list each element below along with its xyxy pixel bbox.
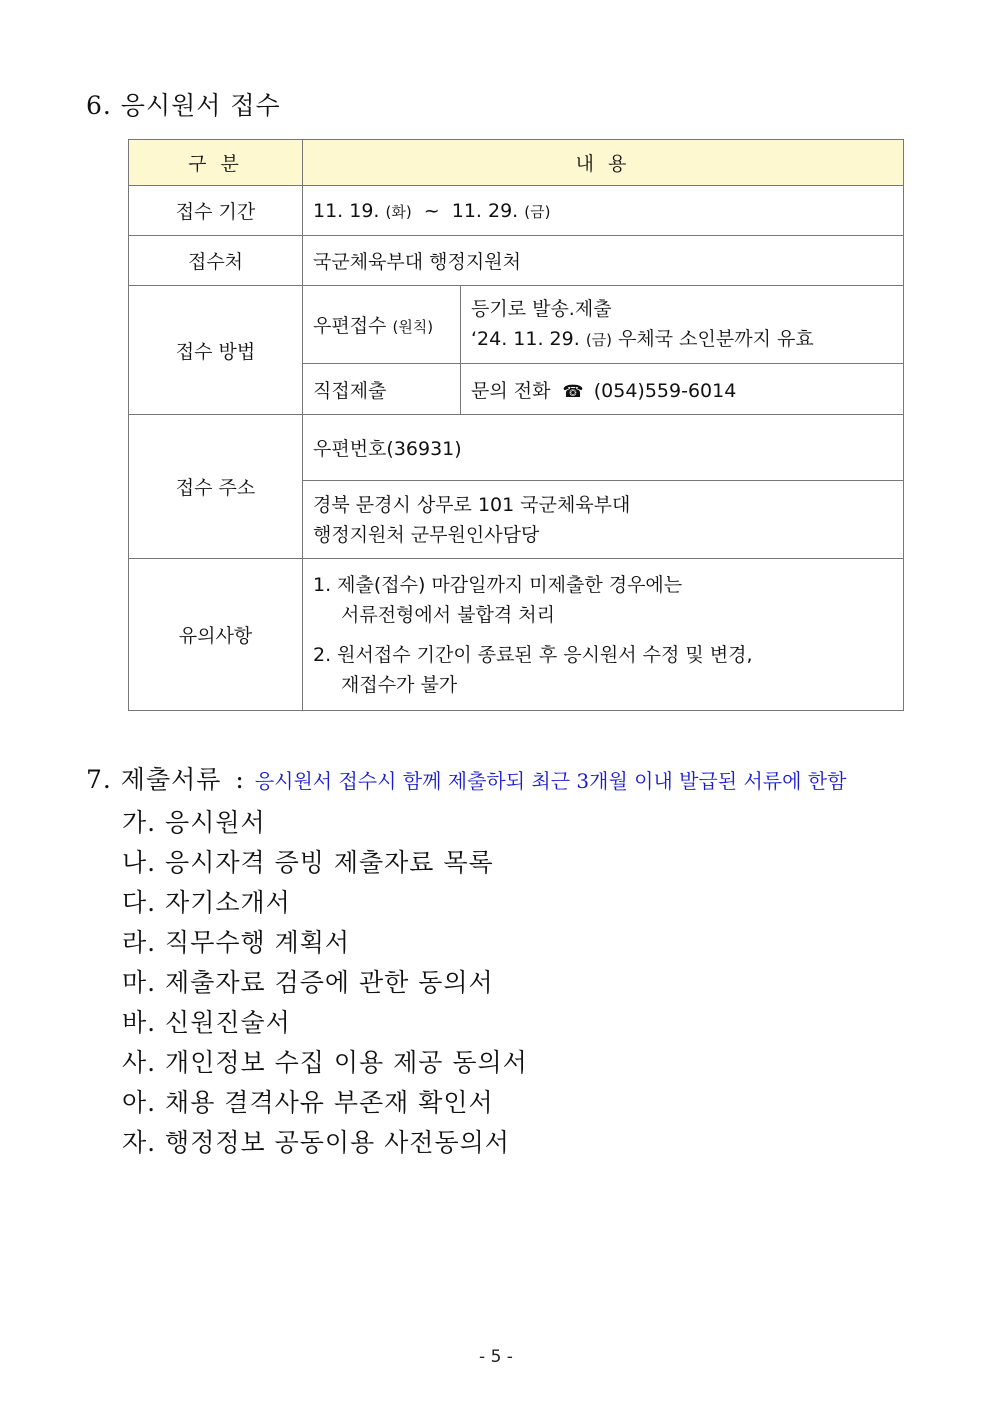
note1-line1: 1. 제출(접수) 마감일까지 미제출한 경우에는 bbox=[313, 573, 683, 596]
period-end: 11. 29. bbox=[451, 199, 519, 222]
table-row-place bbox=[129, 236, 904, 286]
table-row-period bbox=[129, 186, 904, 236]
document-list bbox=[122, 803, 528, 1163]
header-category: 구 분 bbox=[129, 140, 303, 186]
list-item: 자. 행정정보 공동이용 사전동의서 bbox=[122, 1128, 510, 1157]
mail-note: (원칙) bbox=[392, 318, 434, 336]
phone-number: (054)559-6014 bbox=[593, 379, 737, 402]
list-item: 마. 제출자료 검증에 관한 동의서 bbox=[122, 968, 494, 997]
mail-line2-rest: 우체국 소인분까지 유효 bbox=[618, 328, 814, 350]
period-start-day: (화) bbox=[385, 202, 412, 221]
mail-line2-date: ‘24. 11. 29. bbox=[471, 328, 580, 350]
table-row-notes bbox=[129, 559, 904, 711]
table-row-mail bbox=[129, 286, 904, 364]
page-number: - 5 - bbox=[479, 1347, 513, 1367]
section7-heading bbox=[86, 760, 846, 796]
direct-text: 문의 전화 bbox=[471, 379, 551, 402]
mail-line1: 등기로 발송.제출 bbox=[471, 298, 612, 320]
list-item: 다. 자기소개서 bbox=[122, 888, 291, 917]
mail-value bbox=[461, 286, 904, 364]
list-item: 사. 개인정보 수집 이용 제공 동의서 bbox=[122, 1048, 528, 1077]
period-value bbox=[303, 186, 904, 236]
method-label: 접수 방법 bbox=[129, 286, 303, 415]
list-item: 바. 신원진술서 bbox=[122, 1008, 291, 1037]
section6-title: 6. 응시원서 접수 bbox=[86, 91, 281, 120]
period-end-day: (금) bbox=[524, 202, 551, 221]
note1-line2: 서류전형에서 불합격 처리 bbox=[341, 603, 555, 626]
address-line2: 행정지원처 군무원인사담당 bbox=[313, 523, 540, 546]
notes-value bbox=[303, 559, 904, 711]
mail-label-cell bbox=[303, 286, 461, 364]
place-value: 국군체육부대 행정지원처 bbox=[303, 236, 904, 286]
address-line1: 경북 문경시 상무로 101 국군체육부대 bbox=[313, 493, 631, 516]
table-row-postal bbox=[129, 415, 904, 481]
list-item: 아. 채용 결격사유 부존재 확인서 bbox=[122, 1088, 494, 1117]
application-table bbox=[128, 139, 904, 711]
note2-line1: 2. 원서접수 기간이 종료된 후 응시원서 수정 및 변경, bbox=[313, 643, 753, 666]
notes-label: 유의사항 bbox=[129, 559, 303, 711]
list-item: 나. 응시자격 증빙 제출자료 목록 bbox=[122, 848, 494, 877]
direct-value bbox=[461, 364, 904, 415]
section7-highlight: 응시원서 접수시 함께 제출하되 최근 3개월 이내 발급된 서류에 한함 bbox=[254, 769, 847, 793]
list-item: 라. 직무수행 계획서 bbox=[122, 928, 351, 957]
header-content: 내 용 bbox=[303, 140, 904, 186]
period-label: 접수 기간 bbox=[129, 186, 303, 236]
section7-colon: : bbox=[235, 765, 245, 794]
postal-code: 우편번호(36931) bbox=[303, 415, 904, 481]
mail-line2 bbox=[471, 324, 893, 355]
note-spacer bbox=[313, 630, 893, 640]
note2-line2: 재접수가 불가 bbox=[341, 673, 458, 696]
address-value bbox=[303, 481, 904, 559]
phone-icon: ☎ bbox=[562, 381, 584, 402]
address-label: 접수 주소 bbox=[129, 415, 303, 559]
mail-line2-day: (금) bbox=[585, 331, 613, 349]
section7-title: 7. 제출서류 bbox=[86, 765, 222, 794]
place-label: 접수처 bbox=[129, 236, 303, 286]
direct-label: 직접제출 bbox=[303, 364, 461, 415]
period-tilde: ~ bbox=[423, 199, 440, 222]
table-header-row bbox=[129, 140, 904, 186]
list-item: 가. 응시원서 bbox=[122, 808, 266, 837]
period-start: 11. 19. bbox=[313, 199, 380, 222]
mail-label: 우편접수 bbox=[313, 315, 387, 337]
